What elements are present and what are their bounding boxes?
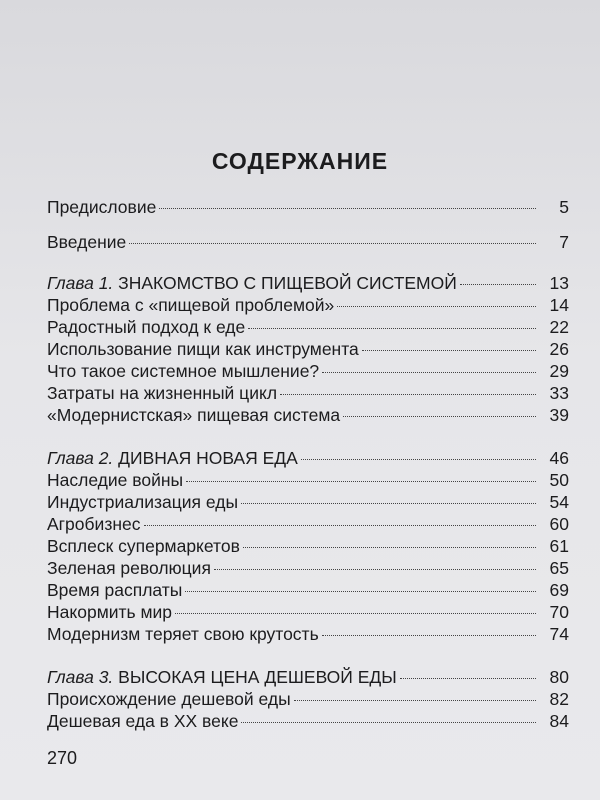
chapter-number: Глава 2.: [47, 448, 114, 468]
toc-entry-page: 5: [559, 197, 569, 217]
toc-entry-label: Наследие войны: [47, 470, 184, 490]
toc-entry-page: 26: [549, 339, 569, 359]
toc-entry: [47, 601, 569, 623]
toc-entry-label: Всплеск супермаркетов: [47, 536, 240, 556]
toc-entry-page: 82: [549, 689, 569, 709]
toc-entry-page: 74: [549, 624, 569, 644]
toc-entry: [47, 710, 569, 732]
toc-entry: [47, 404, 569, 426]
leader-dots: [248, 328, 536, 329]
toc-entry-page: 54: [549, 492, 569, 512]
toc-entry: [47, 688, 569, 710]
toc-entry-label: Время расплаты: [47, 580, 183, 600]
toc-entry: [47, 382, 569, 404]
toc-entry-label: Затраты на жизненный цикл: [47, 383, 278, 403]
toc-entry-label: Введение: [47, 232, 127, 252]
toc-entry-page: 65: [549, 558, 569, 578]
leader-dots: [322, 635, 536, 636]
toc-entry-page: 50: [549, 470, 569, 490]
toc-entry: [47, 316, 569, 338]
toc-entry-page: 22: [549, 317, 569, 337]
chapter-number: Глава 1.: [47, 273, 114, 293]
toc-chapter-2: [47, 447, 569, 469]
toc-chapter-1: [47, 272, 569, 294]
toc-entry-label: «Модернистская» пищевая система: [47, 405, 341, 425]
leader-dots: [362, 350, 536, 351]
leader-dots: [186, 481, 536, 482]
toc-title: СОДЕРЖАНИЕ: [211, 148, 389, 174]
toc-entry-label: Агробизнес: [47, 514, 141, 534]
toc-entry-label: Модернизм теряет свою крутость: [47, 624, 319, 644]
toc-entry: [47, 294, 569, 316]
toc-entry-page: 70: [549, 602, 569, 622]
toc-entry-label: Происхождение дешевой еды: [47, 689, 291, 709]
leader-dots: [241, 722, 536, 723]
leader-dots: [294, 700, 536, 701]
toc-entry-label: Использование пищи как инструмента: [47, 339, 359, 359]
toc-entry-introduction: [47, 231, 569, 253]
toc-entry-page: 33: [549, 383, 569, 403]
leader-dots: [129, 243, 536, 244]
leader-dots: [301, 459, 536, 460]
toc-entry-label: Индустриализация еды: [47, 492, 239, 512]
toc-entry-page: 60: [549, 514, 569, 534]
page-number: 270: [47, 748, 78, 768]
toc-entry-label: Дешевая еда в XX веке: [47, 711, 239, 731]
toc-entry-page: 7: [559, 232, 569, 252]
toc-entry: [47, 557, 569, 579]
toc-entry-page: 14: [549, 295, 569, 315]
toc-entry-page: 29: [549, 361, 569, 381]
leader-dots: [460, 284, 536, 285]
toc-entry: [47, 491, 569, 513]
toc-entry: [47, 469, 569, 491]
toc-entry-preface: [47, 196, 569, 218]
chapter-title: ВЫСОКАЯ ЦЕНА ДЕШЕВОЙ ЕДЫ: [113, 667, 397, 687]
leader-dots: [400, 678, 536, 679]
chapter-number: Глава 3.: [47, 667, 114, 687]
leader-dots: [241, 503, 536, 504]
leader-dots: [343, 416, 536, 417]
toc-entry-label: Радостный подход к еде: [47, 317, 246, 337]
toc-entry: [47, 535, 569, 557]
toc-entry-label: Зеленая революция: [47, 558, 211, 578]
leader-dots: [214, 569, 536, 570]
leader-dots: [280, 394, 536, 395]
toc-entry-page: 84: [549, 711, 569, 731]
leader-dots: [175, 613, 536, 614]
toc-chapter-3: [47, 666, 569, 688]
toc-entry: [47, 513, 569, 535]
toc-entry: [47, 338, 569, 360]
toc-entry-label: Накормить мир: [47, 602, 173, 622]
leader-dots: [337, 306, 536, 307]
leader-dots: [322, 372, 536, 373]
toc-entry: [47, 579, 569, 601]
toc-entry-page: 61: [549, 536, 569, 556]
chapter-title: ЗНАКОМСТВО С ПИЩЕВОЙ СИСТЕМОЙ: [113, 273, 457, 293]
toc-entry-page: 69: [549, 580, 569, 600]
toc-entry-label: Предисловие: [47, 197, 157, 217]
toc-entry-page: 39: [549, 405, 569, 425]
chapter-title: ДИВНАЯ НОВАЯ ЕДА: [113, 448, 298, 468]
toc-entry-page: 46: [549, 448, 569, 468]
toc-entry: [47, 360, 569, 382]
toc-entry: [47, 623, 569, 645]
leader-dots: [144, 525, 537, 526]
leader-dots: [159, 208, 536, 209]
toc-entry-label: Проблема с «пищевой проблемой»: [47, 295, 335, 315]
toc-entry-page: 80: [549, 667, 569, 687]
toc-entry-page: 13: [549, 273, 569, 293]
leader-dots: [185, 591, 536, 592]
leader-dots: [243, 547, 536, 548]
toc-entry-label: Что такое системное мышление?: [47, 361, 320, 381]
